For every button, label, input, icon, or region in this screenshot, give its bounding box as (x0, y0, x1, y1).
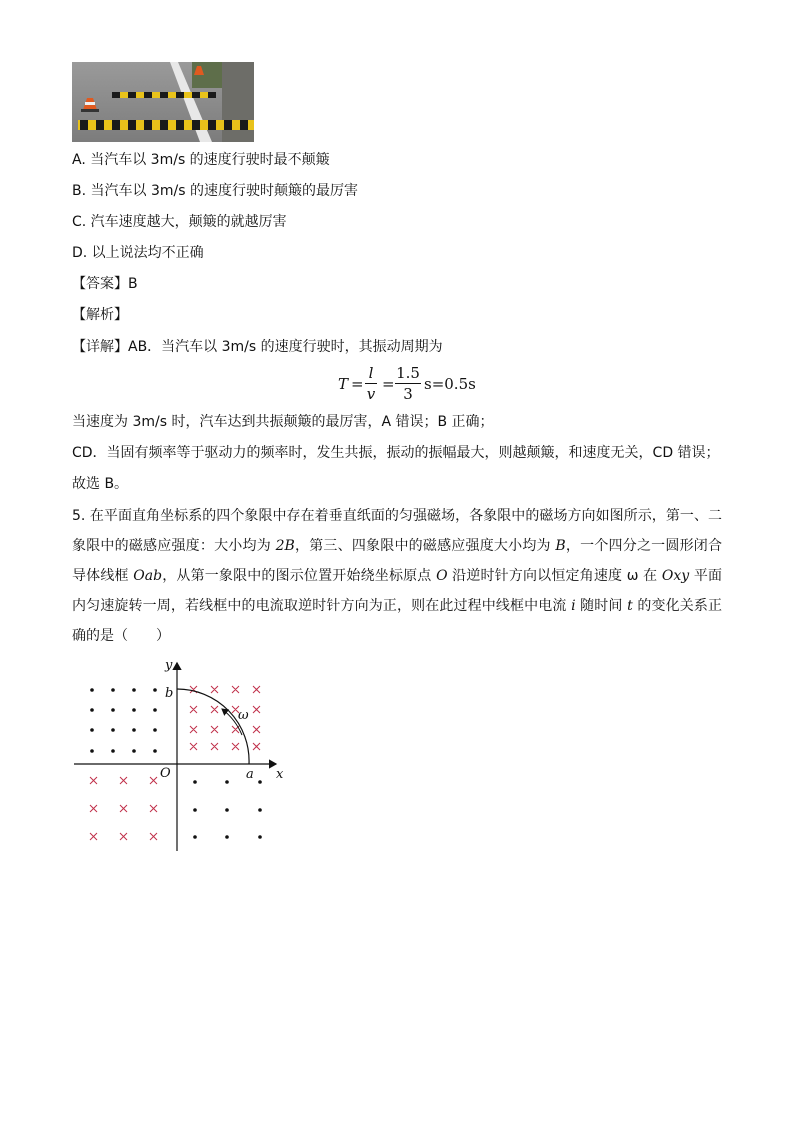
cd-line: CD．当固有频率等于驱动力的频率时，发生共振，振动的振幅最大，则越颠簸，和速度无关，CD 错误； (72, 445, 720, 461)
q5-part3: ，一个四分之一圆形闭合导体线框 (72, 538, 722, 584)
speed-bump-photo (72, 62, 254, 142)
label-y: y (165, 658, 173, 673)
label-o: O (160, 766, 171, 781)
option-a: A. 当汽车以 3m/s 的速度行驶时最不颠簸 (72, 152, 330, 168)
detail-text: 【详解】AB．当汽车以 3m/s 的速度行驶时，其振动周期为 (72, 339, 443, 355)
option-b: B. 当汽车以 3m/s 的速度行驶时颠簸的最厉害 (72, 183, 358, 199)
q5-var-2B: 2B (275, 538, 295, 554)
formula-frac-values (395, 364, 421, 403)
answer-label: 【答案】B (72, 276, 138, 292)
label-a: a (246, 767, 254, 782)
resonance-line: 当速度为 3m/s 时，汽车达到共振颠簸的最厉害，A 错误；B 正确； (72, 414, 494, 430)
q5-var-i: i (571, 598, 576, 614)
option-d: D. 以上说法均不正确 (72, 245, 204, 261)
quadrant-2-dots (90, 688, 157, 753)
quadrant-1-crosses (190, 686, 260, 750)
formula-frac2-num: 1.5 (396, 364, 420, 382)
formula-frac2-den: 3 (403, 385, 413, 403)
q5-var-t: t (627, 598, 633, 614)
quadrant-4-dots (193, 780, 262, 839)
analysis-label: 【解析】 (72, 307, 128, 323)
formula-eq1: = (351, 375, 364, 393)
option-c: C. 汽车速度越大，颠簸的就越厉害 (72, 214, 287, 230)
q5-part2: ，第三、四象限中的磁感应强度大小均为 (294, 538, 556, 554)
q5-var-Oab: Oab (133, 568, 163, 584)
formula-tail: s=0.5s (424, 375, 476, 393)
formula-frac1-num: l (368, 364, 374, 382)
label-x: x (276, 767, 284, 782)
question-5 (72, 501, 722, 651)
q5-part5: 沿逆时针方向以恒定角速度 ω 在 (447, 568, 662, 584)
magnetic-field-figure (70, 655, 294, 855)
quadrant-3-crosses (90, 777, 157, 840)
q5-var-O: O (436, 568, 448, 584)
q5-part8: 的变化关系正确的是（ ） (72, 598, 722, 644)
label-b: b (165, 686, 174, 701)
q5-part1: 5. 在平面直角坐标系的四个象限中存在着垂直纸面的匀强磁场，各象限中的磁场方向如图所示，第一、二象限中的磁感应强度：大小均为 (72, 508, 722, 554)
q5-var-Oxy: Oxy (661, 568, 690, 584)
formula-lhs: T (338, 375, 349, 393)
formula-eq2: = (382, 375, 395, 393)
q5-part4: ，从第一象限中的图示位置开始绕坐标原点 (162, 568, 437, 584)
q5-part6: 平面内匀速旋转一周，若线框中的电流取逆时针方向为正，则在此过程中线框中电流 (72, 568, 723, 614)
choose-line: 故选 B。 (72, 476, 129, 492)
formula-frac-l-v (365, 364, 377, 403)
formula-frac1-den: v (366, 385, 376, 403)
label-omega: ω (238, 708, 249, 723)
q5-var-B: B (555, 538, 566, 554)
q5-part7: 随时间 (575, 598, 628, 614)
